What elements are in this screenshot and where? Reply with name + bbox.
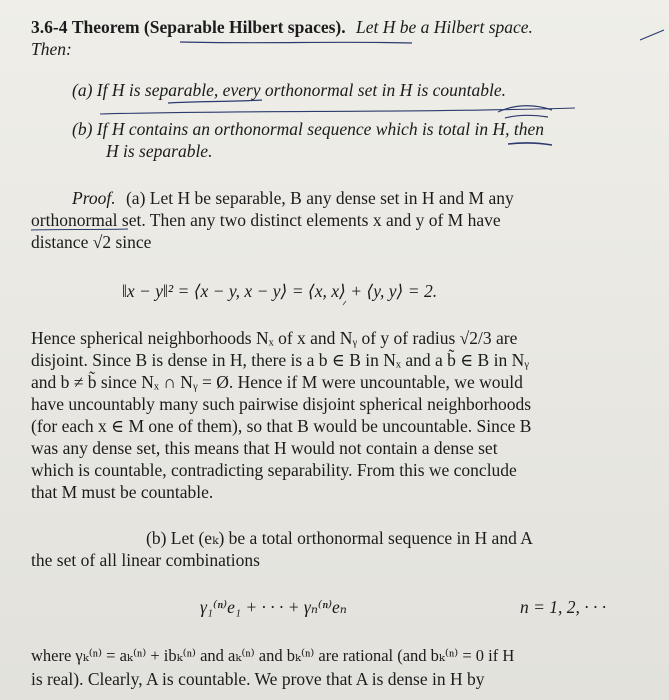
pen-underline-part-a <box>100 108 575 114</box>
proof-line-where: where γₖ⁽ⁿ⁾ = aₖ⁽ⁿ⁾ + ibₖ⁽ⁿ⁾ and aₖ⁽ⁿ⁾ and bₖ⁽ⁿ⁾ are rational (and bₖ⁽ⁿ⁾ = 0 if H <box>31 646 515 665</box>
proof-line-conclude: that M must be countable. <box>31 482 214 502</box>
proof-a-start: (a) Let H be separable, B any dense set in H and M any <box>125 188 514 208</box>
theorem-then: Then: <box>31 39 72 59</box>
theorem-heading <box>31 16 533 38</box>
proof-line-2: orthonormal set. Then any two distinct elements x and y of M have <box>31 210 501 230</box>
proof-label: Proof. <box>72 188 116 208</box>
theorem-statement: Let H be a Hilbert space. <box>356 17 533 37</box>
proof-line-3: distance √2 since <box>31 232 152 252</box>
pen-squiggle-countable <box>498 106 552 118</box>
proof-line-linear-combinations: the set of all linear combinations <box>31 550 260 570</box>
pen-underline-theorem-name <box>180 42 412 43</box>
theorem-name: (Separable Hilbert spaces). <box>143 17 346 37</box>
proof-first-line <box>72 187 514 209</box>
proof-b-start: (b) Let (eₖ) be a total orthonormal sequence in H and A <box>146 528 533 548</box>
theorem-part-b-line1: (b) If H contains an orthonormal sequence which is total in H, then <box>72 119 544 139</box>
pen-mark-total <box>508 143 552 145</box>
proof-line-hence: Hence spherical neighborhoods Nₓ of x and Nᵧ of y of radius √2/3 are <box>31 328 518 348</box>
proof-line-neighborhoods: have uncountably many such pairwise disjoint spherical neighborhoods <box>31 394 532 414</box>
theorem-word: Theorem <box>71 17 140 37</box>
proof-line-uncountable: and b ≠ b̃ since Nₓ ∩ Nᵧ = Ø. Hence if M were uncountable, we would <box>31 372 523 392</box>
proof-line-for-each: (for each x ∈ M one of them), so that B would be uncountable. Since B <box>31 416 532 436</box>
theorem-number: 3.6-4 <box>31 17 68 37</box>
display-formula-norm: ‖x − y‖² = ⟨x − y, x − y⟩ = ⟨x, x⟩ + ⟨y, y⟩ = 2. <box>122 281 438 301</box>
display-formula-combination: γ₁⁽ⁿ⁾e₁ + · · · + γₙ⁽ⁿ⁾eₙ <box>200 597 347 617</box>
proof-line-contradicting: which is countable, contradicting separability. From this we conclude <box>31 460 517 480</box>
display-formula-index: n = 1, 2, · · · <box>520 597 607 617</box>
proof-line-clearly: is real). Clearly, A is countable. We prove that A is dense in H by <box>31 669 485 689</box>
theorem-part-a: (a) If H is separable, every orthonormal set in H is countable. <box>72 80 507 100</box>
proof-line-disjoint: disjoint. Since B is dense in H, there is a b ∈ B in Nₓ and a b̃ ∈ B in Nᵧ <box>31 350 529 370</box>
proof-line-dense-set: was any dense set, this means that H would not contain a dense set <box>31 438 498 458</box>
pen-margin-dash <box>640 30 664 40</box>
theorem-part-b-line2: H is separable. <box>106 141 213 161</box>
